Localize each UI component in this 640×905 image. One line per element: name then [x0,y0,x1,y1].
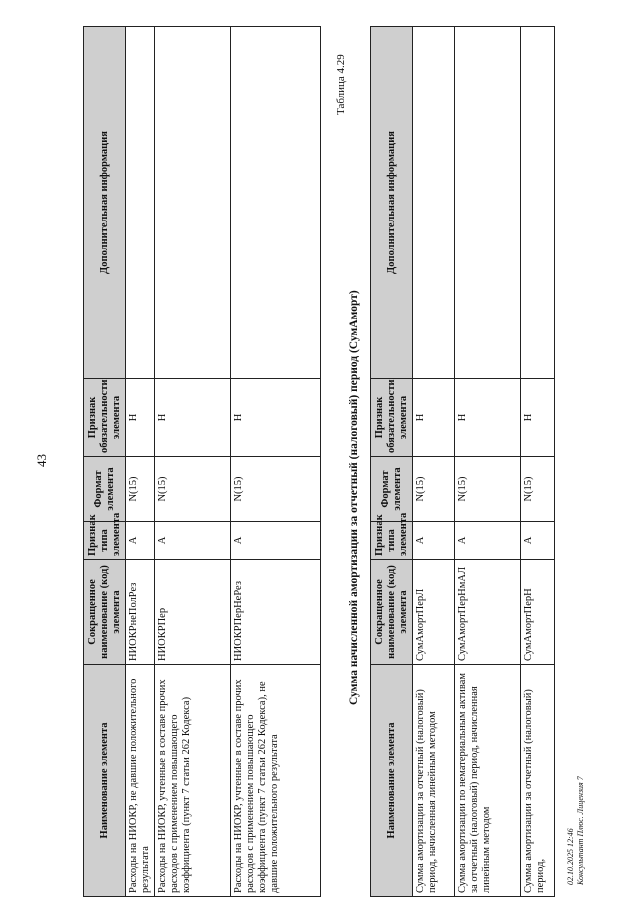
cell-code: НИОКРПер [155,560,231,665]
cell-info [155,27,231,379]
cell-type: А [155,522,231,560]
header-additional-info: Дополнительная информация [84,27,126,379]
cell-required: Н [413,379,455,457]
cell-name: Расходы на НИОКР, учтенные в составе прочих расходов с применением повышающего коэффициента (пункт 7 статьи 262 Кодекса), не давшие положительного результата [231,665,321,897]
cell-name: Расходы на НИОКР, не давшие положительного результата [126,665,155,897]
cell-name: Сумма амортизации за отчетный (налоговый) период, начисленная линейным методом [413,665,455,897]
table-row [413,27,455,897]
footer-license: Консультант Плюс. Лицензия 7 [576,776,585,885]
section-title: Сумма начисленной амортизации за отчетный (налоговый) период (СумАморт) [348,290,360,705]
elements-table-2 [370,26,555,897]
table-caption: Таблица 4.29 [335,54,347,115]
cell-format: N(15) [521,457,555,522]
cell-name: Сумма амортизации за отчетный (налоговый) период, [521,665,555,897]
table-header-row [84,27,126,897]
print-footer [566,776,586,885]
cell-code: НИОКРнеПолРез [126,560,155,665]
cell-code: НИОКРПерНеРез [231,560,321,665]
cell-name: Расходы на НИОКР, учтенные в составе прочих расходов с применением повышающего коэффициента (пункт 7 статьи 262 Кодекса) [155,665,231,897]
elements-table-1 [83,26,321,897]
header-element-type: Признак типа элемента [84,522,126,560]
table-row [521,27,555,897]
cell-code: СумАмортПерНмАЛ [455,560,521,665]
cell-type: А [521,522,555,560]
cell-code: СумАмортПерН [521,560,555,665]
header-element-required: Признак обязательности элемента [84,379,126,457]
cell-type: А [413,522,455,560]
cell-type: А [126,522,155,560]
header-element-format: Формат элемента [371,457,413,522]
cell-required: Н [126,379,155,457]
page-number: 43 [34,454,49,467]
table-row [231,27,321,897]
header-element-format: Формат элемента [84,457,126,522]
cell-required: Н [155,379,231,457]
header-element-code: Сокращенное наименование (код) элемента [84,560,126,665]
header-element-code: Сокращенное наименование (код) элемента [371,560,413,665]
table-row [126,27,155,897]
cell-format: N(15) [413,457,455,522]
header-additional-info: Дополнительная информация [371,27,413,379]
cell-required: Н [231,379,321,457]
table-header-row [371,27,413,897]
cell-info [413,27,455,379]
cell-format: N(15) [126,457,155,522]
header-element-name: Наименование элемента [84,665,126,897]
cell-name: Сумма амортизации по нематериальным активам за отчетный (налоговый) период, начисленная линейным методом [455,665,521,897]
cell-code: СумАмортПерЛ [413,560,455,665]
footer-timestamp: 02.10.2025 12:46 [566,828,575,885]
cell-required: Н [521,379,555,457]
cell-type: А [231,522,321,560]
cell-info [455,27,521,379]
header-element-type: Признак типа элемента [371,522,413,560]
cell-info [126,27,155,379]
header-element-required: Признак обязательности элемента [371,379,413,457]
cell-format: N(15) [455,457,521,522]
cell-type: А [455,522,521,560]
table-row [155,27,231,897]
cell-info [231,27,321,379]
cell-required: Н [455,379,521,457]
cell-info [521,27,555,379]
table-row [455,27,521,897]
cell-format: N(15) [155,457,231,522]
header-element-name: Наименование элемента [371,665,413,897]
cell-format: N(15) [231,457,321,522]
